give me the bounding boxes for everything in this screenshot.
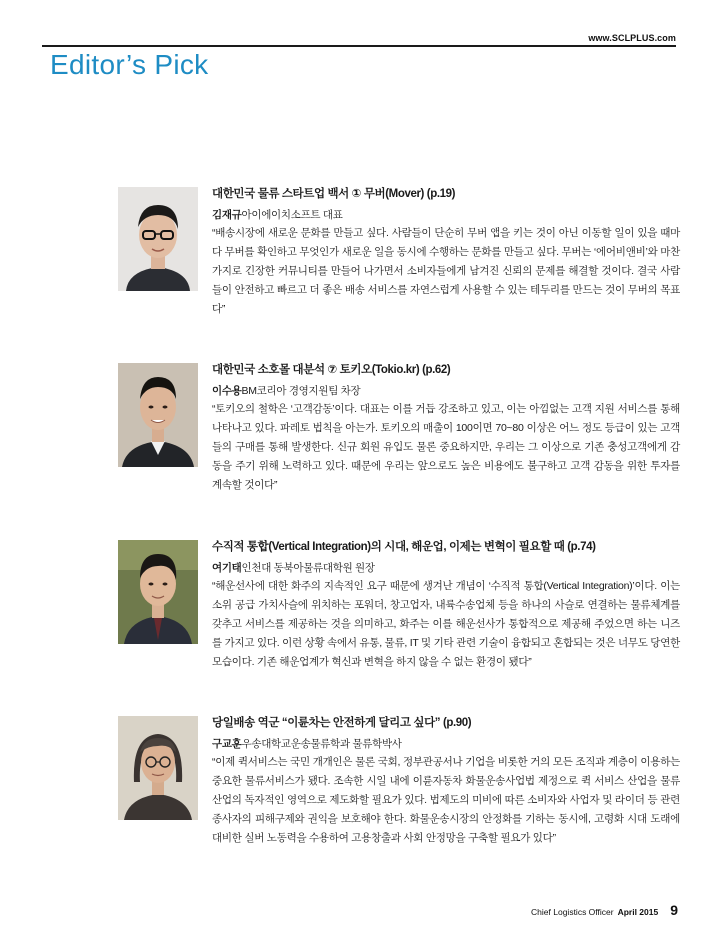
author-role: 인천대 동북아물류대학원 원장: [241, 562, 375, 574]
entry-title: 대한민국 물류 스타트업 백서 ① 무버(Mover) (p.19): [212, 188, 456, 200]
author-name: 구교훈: [212, 738, 242, 750]
quote-text: “배송시장에 새로운 문화를 만들고 싶다. 사람들이 단순히 무버 앱을 키는 것이 아닌 이동할 일이 있을 때마다 무버를 확인하고 무엇인가 새로운 일을 동시에 수행하는 문화를 만들고 싶다. 무버는 ‘에어비앤비’와 마찬가지로 긴장한 커뮤니티를 만들어 나가면서 소비자들에게 남겨진 신뢰의 문제를 해결할 것이다. 결국 사람들이 안전하고 빠르고 더 좋은 배송 서비스를 자연스럽게 사용할 수 있는 테두리를 만드는 것이 무버의 목표다”: [212, 227, 680, 315]
author-name: 이수용: [212, 385, 242, 397]
byline: [212, 384, 680, 398]
author-role: BM코리아 경영지원팀 차장: [241, 385, 361, 397]
byline: [212, 208, 680, 222]
quote-text: “이제 퀵서비스는 국민 개개인은 물론 국회, 정부관공서나 기업을 비롯한 거의 모든 조직과 계층이 이용하는 중요한 물류서비스가 됐다. 조속한 시일 내에 이륜자동차 화물운송사업법 제정으로 퀵 서비스 산업을 물류산업의 독자적인 영역으로 제도화할 필요가 있다. 법제도의 미비에 따른 소비자와 사업자 및 라이더 등 관련 종사자의 피해구제와 권익을 보호해야 한다. 화물운송시장의 안정화를 기하는 동시에, 고령화 시대 도래에 대비한 실버 노동력을 수용하여 고용창출과 사회 안정망을 구축할 필요가 있다”: [212, 756, 680, 844]
page-number: 9: [670, 902, 678, 918]
author-name: 김재규: [212, 209, 242, 221]
author-photo: [118, 716, 198, 820]
entry-title: 대한민국 소호몰 대분석 ⑦ 토키오(Tokio.kr) (p.62): [212, 364, 451, 376]
author-name: 여기태: [212, 562, 242, 574]
section-title: Editor’s Pick: [50, 49, 209, 80]
page-footer: [531, 902, 678, 918]
author-photo: [118, 540, 198, 644]
magazine-name: Chief Logistics Officer: [531, 907, 614, 917]
author-photo: [118, 187, 198, 291]
quote-text: “토키오의 철학은 ‘고객감동’이다. 대표는 이를 거듭 강조하고 있고, 이는 아낌없는 고객 지원 서비스를 통해 나타나고 있다. 파레토 법칙을 아는가. 토키오의 매출이 100이면 70~80 이상은 어느 정도 등급이 있는 고객들의 구매를 통해 발생한다. 신규 회원 유입도 물론 중요하지만, 우리는 그 이상으로 기존 충성고객에게 감동을 주기 위해 노력하고 있다. 때문에 우리는 앞으로도 높은 비용에도 불구하고 고객 감동을 위한 투자를 계속할 것이다”: [212, 403, 680, 491]
entry-title: 당일배송 역군 “이륜차는 안전하게 달리고 싶다” (p.90): [212, 717, 472, 729]
byline: [212, 561, 680, 575]
issue-date: April 2015: [617, 907, 659, 917]
header-rule: [42, 45, 676, 47]
site-url: www.SCLPLUS.com: [588, 33, 676, 43]
author-role: 아이에이치소프트 대표: [241, 209, 343, 221]
quote-text: “해운선사에 대한 화주의 지속적인 요구 때문에 생겨난 개념이 ‘수직적 통합(Vertical Integration)’이다. 이는 소위 공급 가치사슬에 위치하는 포워더, 창고업자, 내륙수송업체 등을 하나의 사슬로 연결하는 물류체계를 갖추고 서비스를 제공하는 것을 의미하고, 화주는 이를 해운선사가 통합적으로 제공해 주었으면 하는 니즈를 가지고 있다. 이런 상황 속에서 유통, 물류, IT 및 기타 관련 기술이 융합되고 혼합되는 것은 너무도 당연한 모습이다. 기존 해운업계가 혁신과 변혁을 하지 않을 수 없는 환경이 됐다”: [212, 580, 680, 668]
byline: [212, 737, 680, 751]
author-role: 우송대학교운송물류학과 물류학박사: [241, 738, 402, 750]
entry-title: 수직적 통합(Vertical Integration)의 시대, 해운업, 이제는 변혁이 필요할 때 (p.74): [212, 541, 596, 553]
author-photo: [118, 363, 198, 467]
